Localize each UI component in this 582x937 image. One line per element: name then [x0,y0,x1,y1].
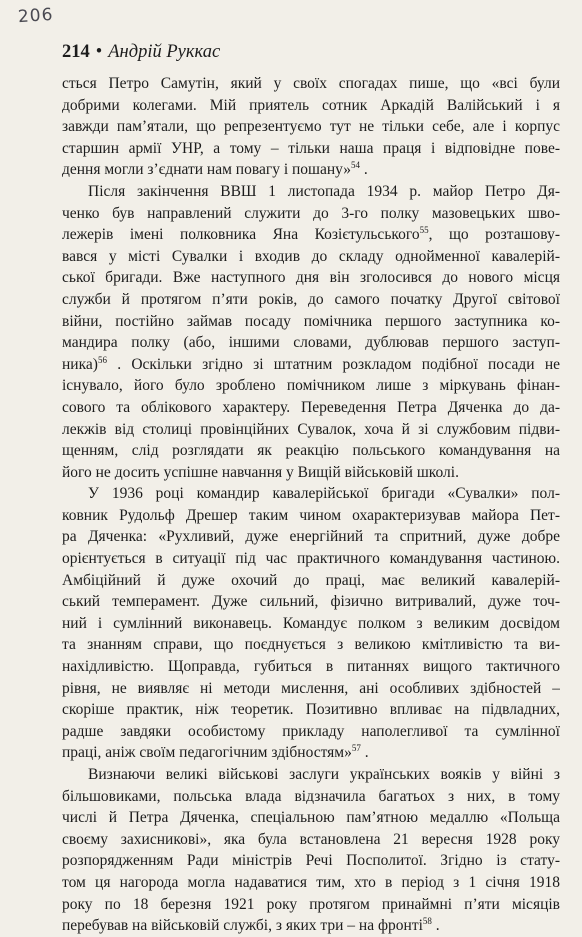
text-line: війни, постійно займав посаду помічника першого заступника ко- [62,312,560,330]
page-number: 214 [62,42,90,62]
text-line: орієнтується в ситуації під час практичного командування частиною. [62,550,560,568]
text-line: сового та облікового характеру. Переведення Петра Дяченка до да- [62,398,560,416]
text-line: ра Дяченка: «Рухливий, дуже енергійний та спритний, дуже добре [62,528,560,546]
paragraph [62,483,560,764]
paragraph [62,181,560,483]
text-line: ний і сумлінний виконавець. Командує полком з великим досвідом [62,614,560,632]
text-line: ський темперамент. Дуже сильний, фізично витривалий, дуже точ- [62,593,560,611]
text-line: Амбіційний й дуже охочий до праці, має великий кавалерій- [62,571,560,589]
footnote-marker[interactable]: 55 [419,225,429,236]
text-line: Визнаючи великі військові заслуги українських вояків у війні з [88,766,560,783]
text-line: добрими колегами. Мій приятель сотник Аркадій Валійський і я [62,96,560,114]
text-line: більшовиками, польська влада відзначила багатьох з них, в тому [62,787,560,805]
body-text [62,73,560,937]
text-line: Після закінчення ВВШ 1 листопада 1934 р. майор Петро Дя- [88,182,560,200]
text-line: року по 18 березня 1921 року протягом принаймні п’яти місяців [62,895,560,913]
footnote-marker[interactable]: 58 [422,916,432,927]
header-separator: • [95,42,103,62]
text-line: лежерів імені полковника Яна Козієтульського$^{55}$, що розташову- [62,225,560,244]
text-line: його не досить успішне навчання у Вищій військовій школі. [62,463,459,481]
text-line: завжди пам’ятали, що репрезентуємо тут не тільки себе, але і корпус [62,118,560,136]
text-line: числі й Петра Дяченка, спеціальною пам’ятною медаллю «Польща [62,809,560,827]
text-line: своєму захисникові», яка була встановлена 21 вересня 1928 року [62,830,560,848]
text-line: скоріше практик, ніж теоретик. Позитивно впливає на підвладних, [62,701,560,719]
text-line: ської бригади. Вже наступного дня він зголосився до нового місця [62,269,560,287]
text-line: ченко був направлений служити до 3-го полку мазовецьких шво- [62,204,560,222]
text-line: радше завдяки особистому прикладу наполегливої та сумлінної [62,722,560,740]
text-line: дення могли з’єднати нам повагу і пошану»$^{54}$ . [62,160,368,179]
paragraph [62,73,560,181]
text-line: існувало, його було зроблено помічником лише з міркувань фінан- [62,377,560,395]
handwritten-page-note: 206 [17,4,55,28]
text-line: том ця нагорода могла надаватися тим, хто в період з 1 січня 1918 [62,873,560,891]
paragraph [62,764,560,937]
text-line: мандира полку (або, іншими словами, дублював першого заступ- [62,334,560,352]
text-line: старшин армії УНР, а тому – тільки наша праця і відповідне пове- [62,139,560,157]
footnote-marker[interactable]: 57 [351,743,361,754]
author-name: Андрій Руккас [108,42,221,62]
text-line: лекжів від столиці провінційних Сувалок, хоча й зі службовим підви- [62,420,560,438]
running-head [62,42,220,63]
text-line: ковник Рудольф Дрешер таким чином охарактеризував майора Пет- [62,506,560,524]
text-line: та знанням справи, що поєднується з великою кмітливістю та ви- [62,636,560,654]
text-line: щенням, слід розглядати як реакцію польського командування на [62,442,560,460]
text-line: перебував на військовій службі, з яких три – на фронті$^{58}$ . [62,916,440,935]
text-line: рівня, не виявляє ні методи мислення, ані особливих здібностей – [62,679,560,697]
text-line: ника)$^{56}$ . Оскільки згідно зі штатним розкладом подібної посади не [62,354,560,373]
text-line: вався у місті Сувалки і входив до складу однойменної кавалерій- [62,247,560,265]
text-line: нахідливістю. Щоправда, губиться в питаннях вищого тактичного [62,658,560,676]
text-line: У 1936 році командир кавалерійської бригади «Сувалки» пол- [88,485,560,503]
footnote-marker[interactable]: 54 [351,160,361,171]
text-line: служби й протягом п’яти років, до самого початку Другої світової [62,290,560,308]
text-line: сться Петро Самутін, який у своїх спогадах пише, що «всі були [62,75,560,92]
text-line: праці, аніж своїм педагогічним здібностям»$^{57}$ . [62,743,369,762]
text-line: розпорядженням Ради міністрів Речі Посполитої. Згідно із стату- [62,852,560,870]
footnote-marker[interactable]: 56 [97,354,107,365]
